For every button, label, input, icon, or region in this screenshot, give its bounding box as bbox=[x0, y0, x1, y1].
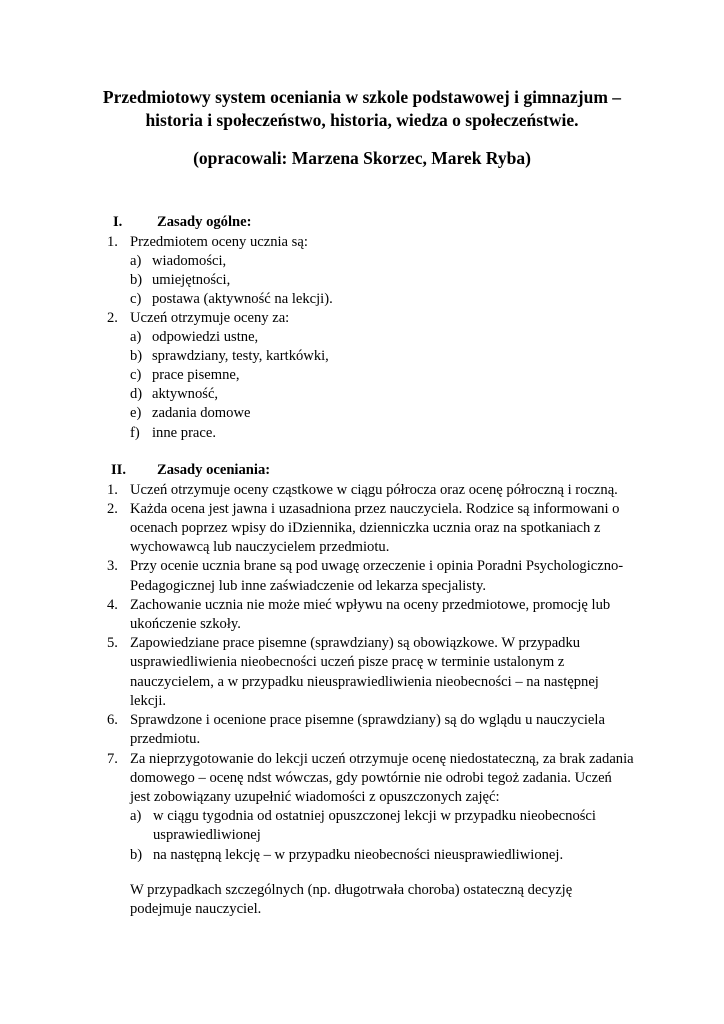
sub-list-mark: e) bbox=[130, 405, 142, 421]
sub-list-item: prace pisemne, bbox=[152, 367, 240, 383]
list-item-line: Zapowiedziane prace pisemne (sprawdziany) są obowiązkowe. W przypadku bbox=[130, 635, 581, 651]
list-item-line: Zachowanie ucznia nie może mieć wpływu na oceny przedmiotowe, promocję lub bbox=[130, 597, 611, 613]
sub-list-item-line: usprawiedliwionej bbox=[153, 827, 261, 843]
list-item-line: Pedagogicznej lub inne zaświadczenie od lekarza specjalisty. bbox=[130, 578, 487, 594]
list-number: 3. bbox=[107, 558, 118, 574]
document-title-line-2: historia i społeczeństwo, historia, wiedza o społeczeństwie. bbox=[145, 110, 579, 130]
list-item-line: wychowawcą lub nauczycielem przedmiotu. bbox=[130, 539, 390, 555]
sub-list-mark: b) bbox=[130, 272, 143, 288]
list-number: 1. bbox=[107, 482, 118, 498]
sub-list-mark: c) bbox=[130, 291, 142, 307]
sub-list-mark: b) bbox=[130, 348, 143, 364]
list-item-line: Każda ocena jest jawna i uzasadniona przez nauczyciela. Rodzice są informowani o bbox=[130, 501, 620, 517]
list-number: 6. bbox=[107, 712, 118, 728]
section-1-numeral: I. bbox=[113, 214, 123, 230]
sub-list-item: odpowiedzi ustne, bbox=[152, 329, 259, 345]
sub-list-item-line: w ciągu tygodnia od ostatniej opuszczonej lekcji w przypadku nieobecności bbox=[153, 808, 596, 824]
list-number: 7. bbox=[107, 751, 118, 767]
list-item-line: Za nieprzygotowanie do lekcji uczeń otrzymuje ocenę niedostateczną, za brak zadania bbox=[130, 751, 634, 767]
sub-list-item-line: na następną lekcję – w przypadku nieobecności nieusprawiedliwionej. bbox=[153, 847, 564, 863]
sub-list-mark: a) bbox=[130, 808, 142, 824]
sub-list-mark: a) bbox=[130, 329, 142, 345]
list-item-line: domowego – ocenę ndst wówczas, gdy powtórnie nie odrobi tegoż zadania. Uczeń bbox=[130, 770, 612, 786]
list-number: 5. bbox=[107, 635, 118, 651]
list-item: Przedmiotem oceny ucznia są: bbox=[130, 234, 308, 250]
sub-list-mark: f) bbox=[130, 425, 140, 441]
list-item: Uczeń otrzymuje oceny za: bbox=[130, 310, 290, 326]
list-item-line: Sprawdzone i ocenione prace pisemne (sprawdziany) są do wglądu u nauczyciela bbox=[130, 712, 605, 728]
sub-list-mark: b) bbox=[130, 847, 143, 863]
sub-list-item: zadania domowe bbox=[152, 405, 251, 421]
list-item-line: usprawiedliwienia nieobecności uczeń pisze pracę w terminie ustalonym z bbox=[130, 654, 565, 670]
section-2-heading: Zasady oceniania: bbox=[157, 462, 271, 478]
sub-list-item: sprawdziany, testy, kartkówki, bbox=[152, 348, 329, 364]
document-authors: (opracowali: Marzena Skorzec, Marek Ryba) bbox=[193, 148, 531, 168]
list-item-line: nauczycielem, a w przypadku nieusprawiedliwienia nieobecności – na następnej bbox=[130, 674, 599, 690]
list-item-line: Uczeń otrzymuje oceny cząstkowe w ciągu półrocza oraz ocenę półroczną i roczną. bbox=[130, 482, 618, 498]
sub-list-item: inne prace. bbox=[152, 425, 217, 441]
list-number: 4. bbox=[107, 597, 118, 613]
list-item-line: ocenach poprzez wpisy do iDziennika, dzienniczka ucznia oraz na spotkaniach z bbox=[130, 520, 601, 536]
list-number: 2. bbox=[107, 501, 118, 517]
section-2-numeral: II. bbox=[111, 462, 127, 478]
sub-list-item: aktywność, bbox=[152, 386, 219, 402]
section-1-heading: Zasady ogólne: bbox=[157, 214, 252, 230]
list-item-line: jest zobowiązany uzupełnić wiadomości z opuszczonych zajęć: bbox=[130, 789, 500, 805]
list-item-line: Przy ocenie ucznia brane są pod uwagę orzeczenie i opinia Poradni Psychologiczno- bbox=[130, 558, 624, 574]
sub-list-mark: a) bbox=[130, 253, 142, 269]
note-line: W przypadkach szczególnych (np. długotrwała choroba) ostateczną decyzję bbox=[130, 882, 573, 898]
list-number: 2. bbox=[107, 310, 118, 326]
list-item-line: ukończenie szkoły. bbox=[130, 616, 241, 632]
list-item-line: lekcji. bbox=[130, 693, 167, 709]
document-title-line-1: Przedmiotowy system oceniania w szkole podstawowej i gimnazjum – bbox=[102, 87, 622, 107]
sub-list-mark: c) bbox=[130, 367, 142, 383]
list-number: 1. bbox=[107, 234, 118, 250]
list-item-line: przedmiotu. bbox=[130, 731, 201, 747]
note-line: podejmuje nauczyciel. bbox=[130, 901, 262, 917]
sub-list-item: umiejętności, bbox=[152, 272, 231, 288]
sub-list-item: wiadomości, bbox=[152, 253, 227, 269]
sub-list-item: postawa (aktywność na lekcji). bbox=[152, 291, 333, 307]
sub-list-mark: d) bbox=[130, 386, 143, 402]
